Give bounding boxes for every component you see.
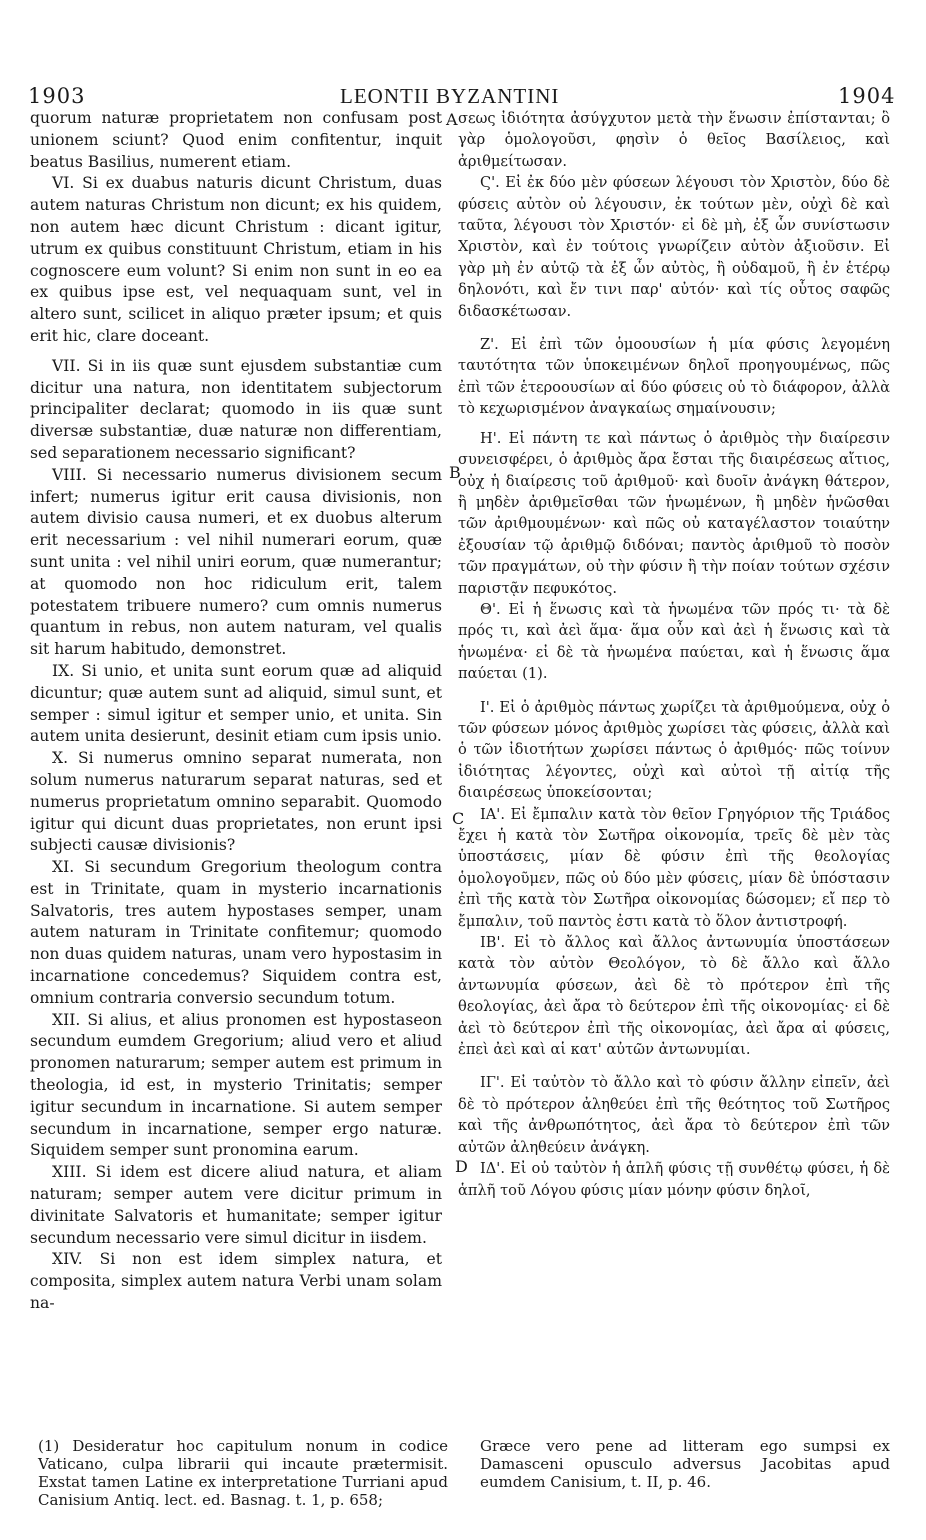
latin-paragraph: XII. Si alius, et alius pronomen est hypostaseon secundum eumdem Gregorium; aliud vero et aliud pronomen naturarum; semper autem est primum in theologia, id est, in mysterio Trinitatis; semper igitur secundum in incarnatione. Si autem semper secundum in incarnatione, semper ergo naturæ. Siquidem semper sunt pronomina earum.: [30, 1010, 442, 1160]
latin-paragraph: IX. Si unio, et unita sunt eorum quæ ad aliquid dicuntur; quæ autem sunt ad aliquid, simul sunt, et semper : simul igitur et semper unio, et unita. Sin autem unita desierunt, desinit etiam cum ipsis unio.: [30, 661, 442, 746]
greek-paragraph: ΙΑ'. Εἰ ἔμπαλιν κατὰ τὸν θεῖον Γρηγόριον τῆς Τριάδος ἔχει ἡ κατὰ τὸν Σωτῆρα οἰκονομία, τρεῖς δὲ μὲν τὰς ὑποστάσεις, μίαν δὲ φύσιν ἐπὶ τῆς θεολογίας ὁμολογοῦμεν, πῶς οὐ δύο μὲν φύσεις, μίαν δὲ ὑπόστασιν ἐπὶ τῆς κατὰ τὸν Σωτῆρα οἰκονομίας δώσομεν; εἴ περ τὸ ἔμπαλιν, τοῦ παντὸς ἐστι κατὰ τὸ ὅλον ἀντιστροφή.: [458, 805, 890, 930]
greek-paragraph: ΙΓ'. Εἰ ταὐτὸν τὸ ἄλλο καὶ τὸ φύσιν ἄλλην εἰπεῖν, ἀεὶ δὲ τὸ πρότερον ἀληθεύει ἐπὶ τῆς θεότητος τοῦ Σωτῆρος καὶ τῆς ἀνθρωπότητος, ἀεὶ ἄρα τὸ δεύτερον ἐπὶ τῶν αὐτῶν ἀληθεύειν ἀνάγκη.: [458, 1074, 890, 1156]
greek-paragraph: Ζ'. Εἰ ἐπὶ τῶν ὁμοουσίων ἡ μία φύσις λεγομένη ταυτότητα τῶν ὑποκειμένων δηλοῖ προηγουμένως, πῶς ἐπὶ τῶν ἑτεροουσίων αἱ δύο φύσεις οὐ τὸ διάφορον, ἀλλὰ τὸ κεχωρισμένον ἀναγκαίως σημαίνουσιν;: [458, 336, 890, 418]
greek-paragraph: σεως ἰδιότητα ἀσύγχυτον μετὰ τὴν ἕνωσιν ἐπίστανται; ὃ γὰρ ὁμολογοῦσι, φησὶν ὁ θεῖος Βασίλειος, καὶ ἀριθμείτωσαν.: [458, 110, 890, 170]
greek-column: [458, 108, 890, 1201]
greek-paragraph: Ι'. Εἰ ὁ ἀριθμὸς πάντως χωρίζει τὰ ἀριθμούμενα, οὐχ ὁ τῶν φύσεων μόνος ἀριθμὸς χωρίσει τὰς φύσεις, ἀλλὰ καὶ ὁ τῶν ἰδιοτήτων χωρίσει πάντως ὁ ἀριθμός· πῶς τοίνυν ἰδιότητας λέγοντες, οὐχὶ καὶ αὐτοὶ τῇ αἰτίᾳ τῆς διαιρέσεως ὑποκείσονται;: [458, 698, 890, 802]
latin-column: [30, 108, 442, 1315]
latin-paragraph: VIII. Si necessario numerus divisionem secum infert; numerus igitur erit causa divisionis, non autem divisio causa numeri, et ex duobus alterum erit necessarium : vel nihil numerari eorum, quæ sunt unita : vel nihil uniri eorum, quæ numerantur; at quomodo non hoc ridiculum erit, talem potestatem tribuere numero? cum omnis numerus quantum in rebus, non autem naturam, vel qualis sit harum habitudo, demonstret.: [30, 465, 442, 659]
margin-letter-d: D: [455, 1157, 468, 1176]
latin-paragraph: X. Si numerus omnino separat numerata, non solum numerus naturarum separat naturas, sed et numerus proprietatum omnino separabit. Quomodo igitur qui dicunt duas proprietates, non erunt ipsi subjecti causæ divisionis?: [30, 749, 442, 855]
margin-letter-b: B: [449, 463, 461, 482]
latin-paragraph: XIV. Si non est idem simplex natura, et composita, simplex autem natura Verbi unam solam na-: [30, 1250, 442, 1313]
latin-paragraph: VII. Si in iis quæ sunt ejusdem substantiæ cum dicitur una natura, non identitatem subjectorum principaliter declarat; quomodo in iis quæ sunt diversæ substantiæ, duæ naturæ non differentiam, sed separationem necessario significant?: [30, 356, 442, 462]
margin-letter-a: A: [446, 110, 458, 129]
running-title: LEONTII BYZANTINI: [340, 84, 560, 108]
latin-paragraph: XIII. Si idem est dicere aliud natura, et aliam naturam; semper autem vere dicitur primum in divinitate Salvatoris et humanitate; semper igitur secundum necessario vere simul dicitur in iisdem.: [30, 1163, 442, 1247]
page-number-left: 1903: [28, 84, 86, 108]
latin-paragraph: VI. Si ex duabus naturis dicunt Christum, duas autem naturas Christum non dicunt; ex his quidem, non autem hæc dicunt Christum : dicant igitur, utrum ex quibus constituunt Christum, etiam in his cognoscere eum volunt? Si enim non sunt in eo ea ex quibus ipse est, vel nequaquam sunt, vel in altero sunt, scilicet in aliquo præter ipsum; et quis erit hic, clare doceant.: [30, 174, 442, 345]
latin-paragraph: quorum naturæ proprietatem non confusam post unionem sciunt? Quod enim confitentur, inquit beatus Basilius, numerent etiam.: [30, 109, 442, 171]
latin-paragraph: XI. Si secundum Gregorium theologum contra est in Trinitate, quam in mysterio incarnationis Salvatoris, tres autem hypostases semper, unam autem naturam in Trinitate confitemur; quomodo non duas quidem naturas, unam vero hypostasim in incarnatione concedemus? Siquidem contra est, omnium contraria conversio secundum totum.: [30, 858, 442, 1007]
greek-paragraph: Ϛ'. Εἰ ἐκ δύο μὲν φύσεων λέγουσι τὸν Χριστὸν, δύο δὲ φύσεις αὐτὸν οὐ λέγουσιν, ἐκ τούτων μὲν, οὐχὶ δὲ καὶ ταῦτα, λέγουσι τὸν Χριστόν· εἰ δὲ μὴ, ἐξ ὧν συνίστωσιν Χριστὸν, καὶ ἐν τούτοις γνωρίζειν αὐτὸν ἀξιοῦσιν. Εἰ γὰρ μὴ ἐν αὐτῷ τὰ ἐξ ὧν αὐτὸς, ἢ οὐδαμοῦ, ἢ ἐν ἑτέρῳ δηλονότι, καὶ ἔν τινι παρ' αὐτόν· καὶ τίς οὗτος σαφῶς διδασκέτωσαν.: [458, 174, 890, 320]
greek-paragraph: ΙΒ'. Εἰ τὸ ἄλλος καὶ ἄλλος ἀντωνυμία ὑποστάσεων κατὰ τὸν αὐτὸν Θεολόγον, τὸ δὲ ἄλλο καὶ ἄλλο ἀντωνυμία φύσεων, ἀεὶ δὲ τὸ πρότερον ἐπὶ τῆς θεολογίας, ἀεὶ ἄρα τὸ δεύτερον ἐπὶ τῆς οἰκονομίας· εἰ δὲ ἀεὶ τὸ δεύτερον ἐπὶ τῆς οἰκονομίας, ἀεὶ ἄρα αἱ φύσεις, ἐπεὶ ἀεὶ καὶ αἱ κατ' αὐτῶν ἀντωνυμίαι.: [458, 934, 890, 1059]
margin-letter-c: C: [452, 809, 465, 828]
page-number-right: 1904: [838, 84, 896, 108]
footnote-right: Græce vero pene ad litteram ego sumpsi ex Damasceni opusculo adversus Jacobitas apud eumdem Canisium, t. II, p. 46.: [480, 1437, 890, 1491]
greek-paragraph: Θ'. Εἰ ἡ ἕνωσις καὶ τὰ ἡνωμένα τῶν πρός τι· τὰ δὲ πρός τι, καὶ ἀεὶ ἅμα· ἅμα οὖν καὶ ἀεὶ ἡ ἕνωσις καὶ τὰ ἡνωμένα· εἰ δὲ τὰ ἡνωμένα παύεται, καὶ ἡ ἕνωσις ἅμα παύεται (1).: [458, 600, 890, 683]
greek-paragraph: ΙΔ'. Εἰ οὐ ταὐτὸν ἡ ἁπλῆ φύσις τῇ συνθέτῳ φύσει, ἡ δὲ ἁπλῆ τοῦ Λόγου φύσις μίαν μόνην φύσιν δηλοῖ,: [458, 1160, 890, 1199]
footnote-left: (1) Desideratur hoc capitulum nonum in codice Vaticano, culpa librarii qui incaute prætermisit. Exstat tamen Latine ex interpretatione Turriani apud Canisium Antiq. lect. ed. Basnag. t. 1, p. 658;: [38, 1437, 448, 1509]
greek-paragraph: Η'. Εἰ πάντη τε καὶ πάντως ὁ ἀριθμὸς τὴν διαίρεσιν συνεισφέρει, ὁ ἀριθμὸς ἄρα ἔσται τῆς διαιρέσεως αἴτιος, οὐχ ἡ διαίρεσις τοῦ ἀριθμοῦ· καὶ δυοῖν ἀνάγκη θάτερον, ἢ μηδὲν ἀριθμεῖσθαι τῶν ἡνωμένων, ἢ μηδὲν ἡνῶσθαι τῶν ἀριθμουμένων· καὶ πῶς οὐ καταγέλαστον τοιαύτην ἐξουσίαν τῷ ἀριθμῷ διδόναι; παντὸς ἀριθμοῦ τὸ ποσὸν τῶν πραγμάτων, οὐ τὴν φύσιν ἢ τὴν ποίαν τούτων σχέσιν παριστᾷν πεφυκότος.: [458, 429, 890, 597]
